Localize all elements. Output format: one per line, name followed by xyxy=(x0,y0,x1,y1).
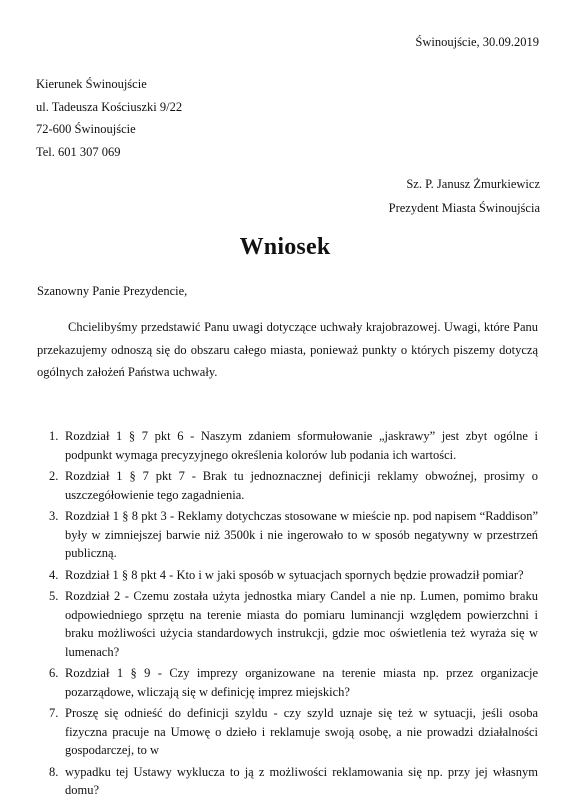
item-number: 5. xyxy=(49,589,59,603)
place-date: Świnoujście, 30.09.2019 xyxy=(415,35,539,49)
item-text: Rozdział 1 § 7 pkt 6 - Naszym zdaniem sformułowanie „jaskrawy” jest zbyt ogólne i podpunkt wymaga precyzyjnego określenia kolorów lub podania ich wartości. xyxy=(65,429,538,462)
item-text: Rozdział 1 § 8 pkt 4 - Kto i w jaki sposób w sytuacjach spornych będzie prowadził pomiar? xyxy=(65,567,524,582)
item-text: Rozdział 1 § 9 - Czy imprezy organizowane na terenie miasta np. przez organizacje pozarządowe, wliczają się w definicję imprez miejskich? xyxy=(65,666,538,699)
list-item xyxy=(36,763,538,800)
document-title: Wniosek xyxy=(239,234,331,260)
item-text: Proszę się odnieść do definicji szyldu - czy szyld uznaje się też w sytuacji, jeśli osoba fizyczna pracuje na Umowę o dzieło i reklamuje swoją osobę, a nie prowadzi działalności gospodarczej, to w xyxy=(65,706,538,757)
sender-city: 72-600 Świnoujście xyxy=(36,122,136,136)
sender-name: Kierunek Świnoujście xyxy=(36,77,147,91)
item-number: 2. xyxy=(49,469,59,483)
list-item xyxy=(36,704,538,760)
item-number: 3. xyxy=(49,509,59,523)
item-text: wypadku tej Ustawy wyklucza to ją z możliwości reklamowania się np. przy jej własnym domu? xyxy=(65,764,538,797)
list-item xyxy=(36,427,538,464)
sender-block xyxy=(36,73,182,163)
item-number: 6. xyxy=(49,666,59,680)
recipient-block xyxy=(389,172,540,220)
sender-street: ul. Tadeusza Kościuszki 9/22 xyxy=(36,99,183,114)
item-text: Rozdział 1 § 8 pkt 3 - Reklamy dotychczas stosowane w mieście np. pod napisem “Raddison” były w zimniejszej barwie niż 3500k i nie ingerowało to w sposób negatywny w przestrzeń publiczną. xyxy=(65,509,538,560)
list-item xyxy=(36,507,538,563)
intro-paragraph: Chcielibyśmy przedstawić Panu uwagi dotyczące uchwały krajobrazowej. Uwagi, które Panu przekazujemy odnoszą się do obszaru całego miasta, ponieważ punkty o których piszemy dotyczą ogólnych założeń Państwa uchwały. xyxy=(37,320,538,379)
list-item xyxy=(36,467,538,504)
item-number: 8. xyxy=(49,764,59,779)
recipient-role: Prezydent Miasta Świnoujścia xyxy=(388,201,540,215)
item-text: Rozdział 2 - Czemu została użyta jednostka miary Candel a nie np. Lumen, pomimo braku odpowiedniego sprzętu na terenie miasta do pomiaru luminancji względem powierzchni i braku możliwości użycia standardowych instrukcji, gdzie moc oświetlenia też wyraża się w lumenach? xyxy=(65,589,538,659)
list-item xyxy=(36,664,538,701)
remarks-list xyxy=(36,427,538,803)
list-item xyxy=(36,587,538,661)
item-number: 4. xyxy=(49,567,59,582)
recipient-name: Sz. P. Janusz Żmurkiewicz xyxy=(406,177,540,191)
sender-phone: Tel. 601 307 069 xyxy=(36,144,121,159)
list-item xyxy=(36,566,538,585)
item-text: Rozdział 1 § 7 pkt 7 - Brak tu jednoznacznej definicji reklamy obwoźnej, prosimy o uszczegółowienie tego zagadnienia. xyxy=(65,469,538,502)
salutation: Szanowny Panie Prezydencie, xyxy=(37,284,188,298)
item-number: 7. xyxy=(49,706,59,720)
item-number: 1. xyxy=(49,429,59,443)
